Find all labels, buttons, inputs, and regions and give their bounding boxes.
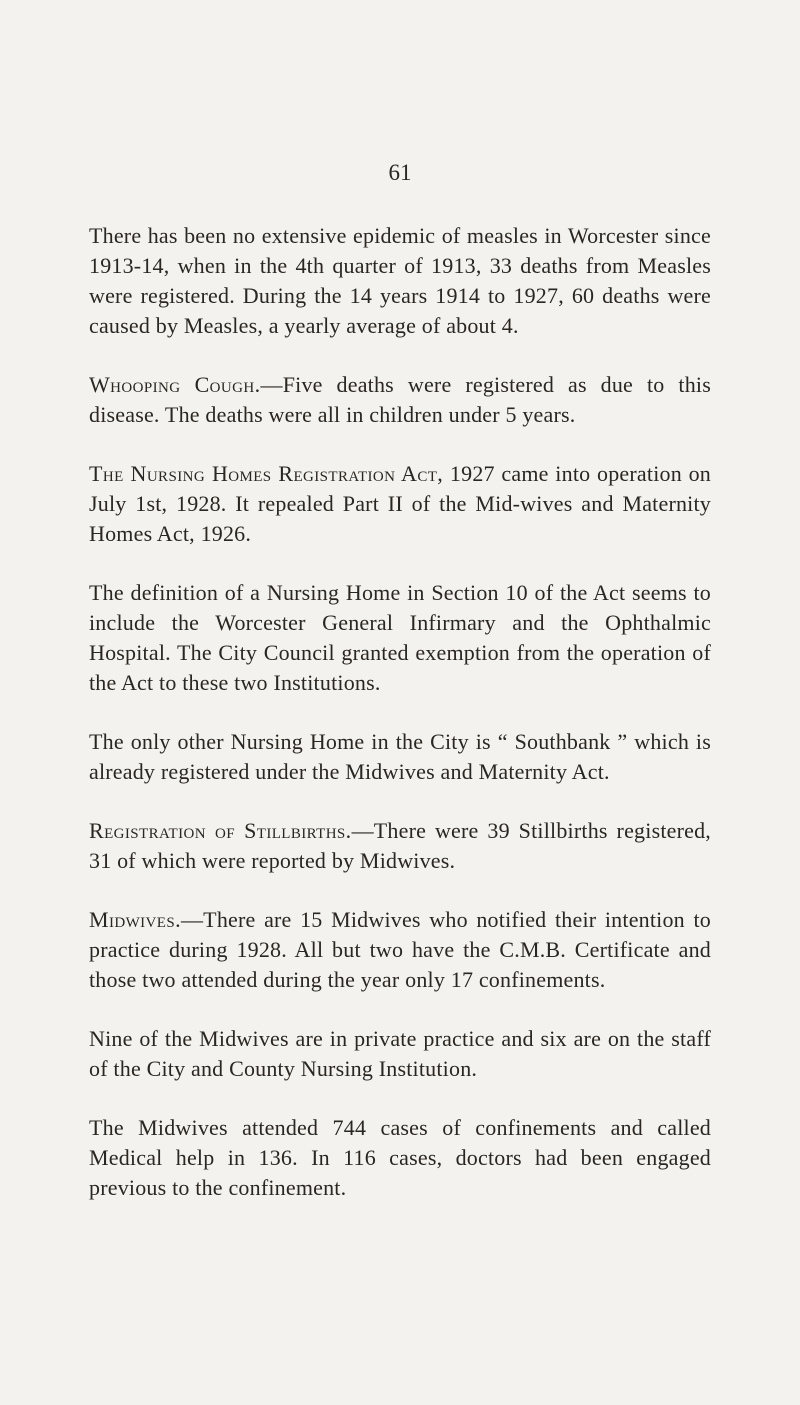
paragraph-whooping-cough xyxy=(89,370,711,430)
paragraph-nursing-homes-act xyxy=(89,459,711,549)
paragraph-heading: The Nursing Homes Registration Act, xyxy=(89,461,444,486)
paragraph-heading: Whooping Cough. xyxy=(89,372,261,397)
paragraph-heading: Registration of Stillbirths. xyxy=(89,818,352,843)
paragraph-text: There has been no extensive epidemic of measles in Worcester since 1913-14, when in the 4th quarter of 1913, 33 deaths from Measles were registered. During the 14 years 1914 to 1927, 60 deaths were caused by Measles, a yearly average of about 4. xyxy=(89,223,711,338)
paragraph-stillbirths xyxy=(89,816,711,876)
paragraph-text: The only other Nursing Home in the City is “ Southbank ” which is already registered under the Midwives and Maternity Act. xyxy=(89,729,711,784)
paragraph-text: —Five deaths were registered as due to this disease. The deaths were all in children under 5 years. xyxy=(89,372,711,427)
body-text xyxy=(89,221,711,1232)
paragraph-measles xyxy=(89,221,711,341)
paragraph-heading: Midwives. xyxy=(89,907,181,932)
paragraph-text: —There are 15 Midwives who notified their intention to practice during 1928. All but two have the C.M.B. Certificate and those two attended during the year only 17 confinements. xyxy=(89,907,711,992)
paragraph-text: Nine of the Midwives are in private practice and six are on the staff of the City and County Nursing Institution. xyxy=(89,1026,711,1081)
paragraph-text: The Midwives attended 744 cases of confinements and called Medical help in 136. In 116 cases, doctors had been engaged previous to the confinement. xyxy=(89,1115,711,1200)
paragraph-text: The definition of a Nursing Home in Section 10 of the Act seems to include the Worcester General Infirmary and the Ophthalmic Hospital. The City Council granted exemption from the operation of the Act to these two Institutions. xyxy=(89,580,711,695)
paragraph-confinements xyxy=(89,1113,711,1203)
paragraph-nursing-home-definition xyxy=(89,578,711,698)
page-number: 61 xyxy=(388,160,412,185)
paragraph-midwives-practice xyxy=(89,1024,711,1084)
paragraph-text: —There were 39 Stillbirths registered, 31 of which were reported by Midwives. xyxy=(89,818,711,873)
paragraph-southbank xyxy=(89,727,711,787)
paragraph-text: 1927 came into operation on July 1st, 1928. It repealed Part II of the Mid-wives and Maternity Homes Act, 1926. xyxy=(89,461,712,546)
paragraph-midwives xyxy=(89,905,711,995)
